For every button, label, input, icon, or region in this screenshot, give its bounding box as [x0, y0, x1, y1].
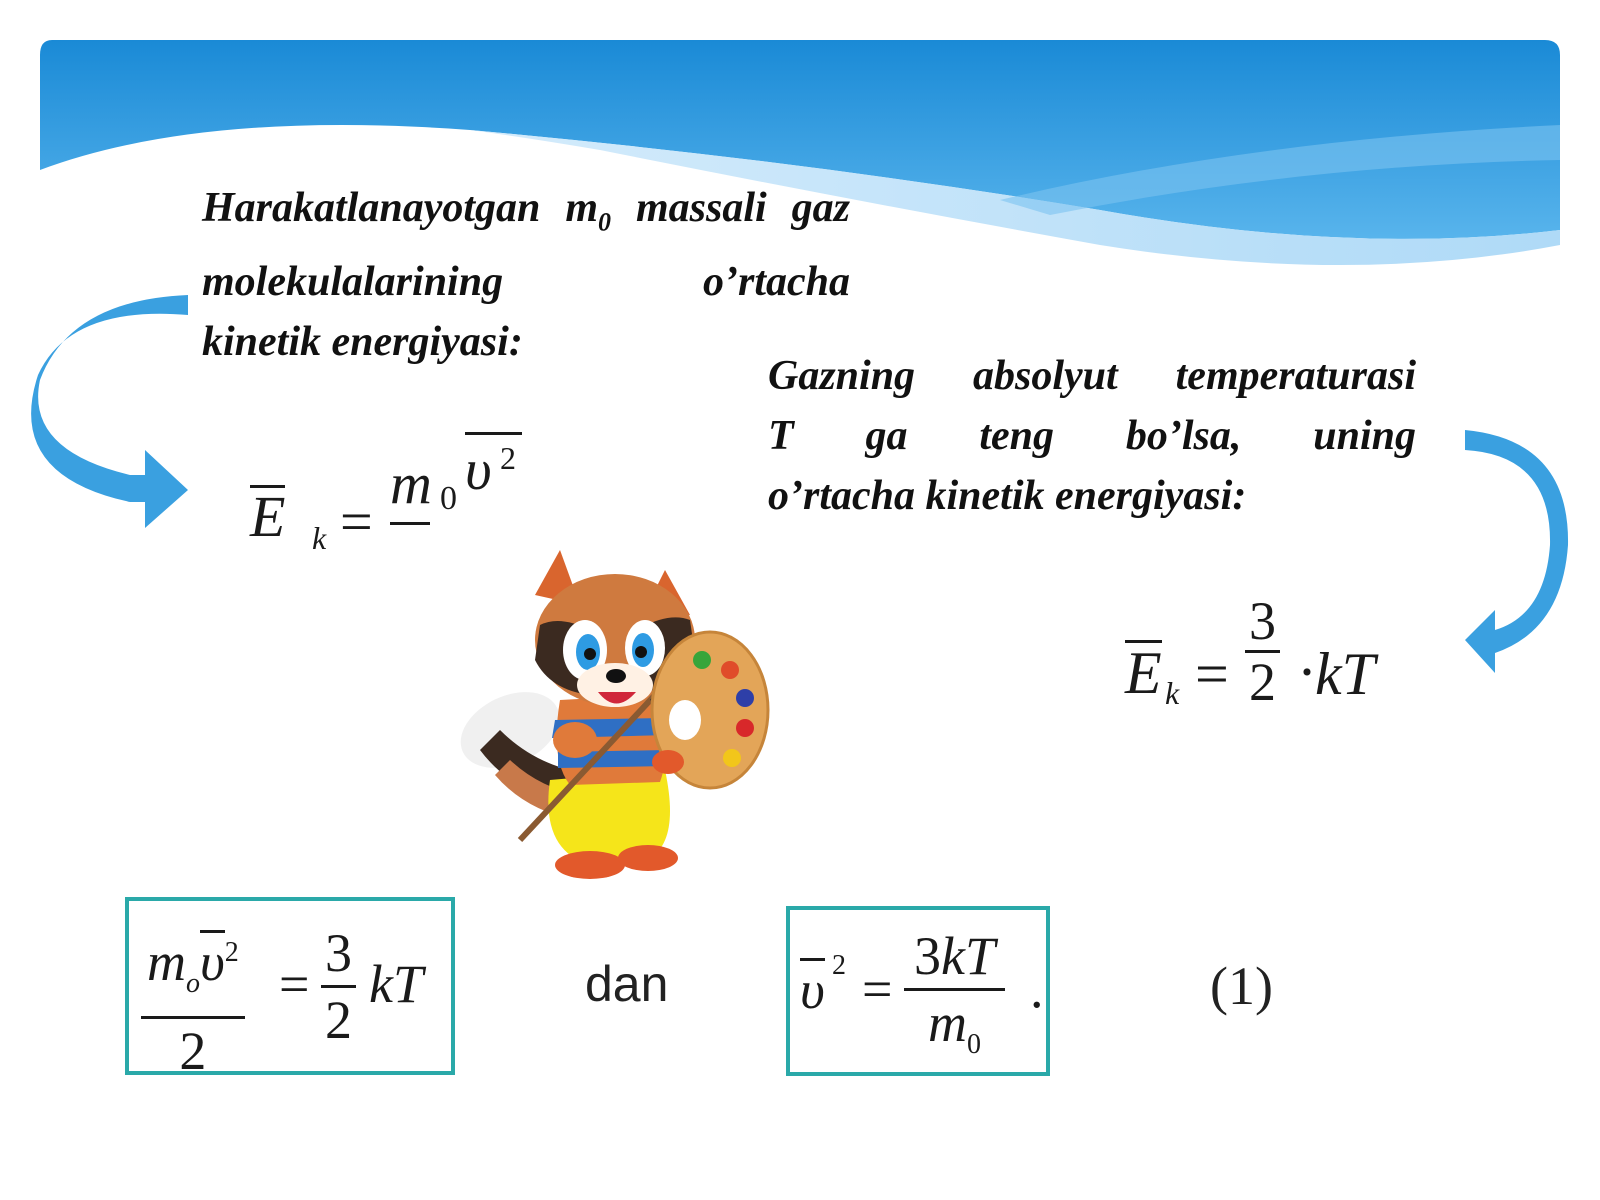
mean-square-velocity: υ: [800, 960, 825, 1020]
three-kT-over-m0: $\frac{3kT}{m_0}$: [904, 924, 1005, 1077]
right-description-text: [768, 346, 1416, 526]
right-text-line-1: Gazning absolyut temperaturasi: [768, 353, 1416, 399]
velocity-square-4: 2: [832, 950, 846, 981]
velocity-symbol: υ: [465, 432, 522, 505]
left-text-mass-symbol: $m_0$: [565, 185, 612, 237]
kT-term: kT: [369, 954, 423, 1014]
energy-symbol: E: [250, 484, 286, 549]
equals-sign: =: [340, 489, 373, 554]
fraction-bar: [390, 522, 430, 525]
mass-velocity-fraction: $m_o\upsilon^2$ 2: [141, 921, 245, 1083]
raccoon-painter-illustration: [440, 520, 790, 880]
denominator-2: 2: [1249, 652, 1276, 712]
connector-word: dan: [585, 956, 669, 1012]
left-text-line-2: gaz molekulalarining o’rtacha: [202, 185, 851, 306]
period: .: [1030, 959, 1044, 1019]
right-text-line-2: T ga teng bo’lsa, uning: [768, 413, 1416, 459]
left-text-word-1: Harakatlanayotgan: [202, 185, 541, 231]
mass-subscript: 0: [440, 480, 457, 517]
left-text-word-2: massali: [636, 185, 767, 231]
equals-sign-3: =: [279, 954, 310, 1014]
right-text-line-3: o’rtacha kinetik energiyasi:: [768, 473, 1247, 519]
right-curved-arrow-icon: [1460, 425, 1575, 690]
multiply-dot: ·: [1297, 639, 1317, 705]
left-curved-arrow-icon: [30, 290, 200, 535]
numerator-3: 3: [1245, 592, 1280, 653]
fraction-three-halves: [1245, 592, 1280, 711]
boxed-equation-left: [125, 897, 455, 1081]
equation-number: (1): [1210, 956, 1273, 1016]
equals-sign-4: =: [862, 959, 893, 1019]
energy-symbol-2: E: [1125, 640, 1162, 706]
equals-sign-2: =: [1195, 641, 1229, 707]
velocity-square: 2: [500, 440, 516, 476]
boltzmann-temperature: kT: [1315, 641, 1375, 707]
energy-subscript: k: [312, 520, 327, 556]
boxed-equation-right: [786, 906, 1050, 1076]
mass-symbol: m: [390, 451, 432, 516]
left-text-line-3: kinetik energiyasi:: [202, 319, 523, 366]
three-halves-fraction: $\frac{3}{2}$: [321, 921, 356, 1052]
left-description-text: [202, 178, 850, 372]
energy-subscript-2: k: [1165, 675, 1180, 711]
